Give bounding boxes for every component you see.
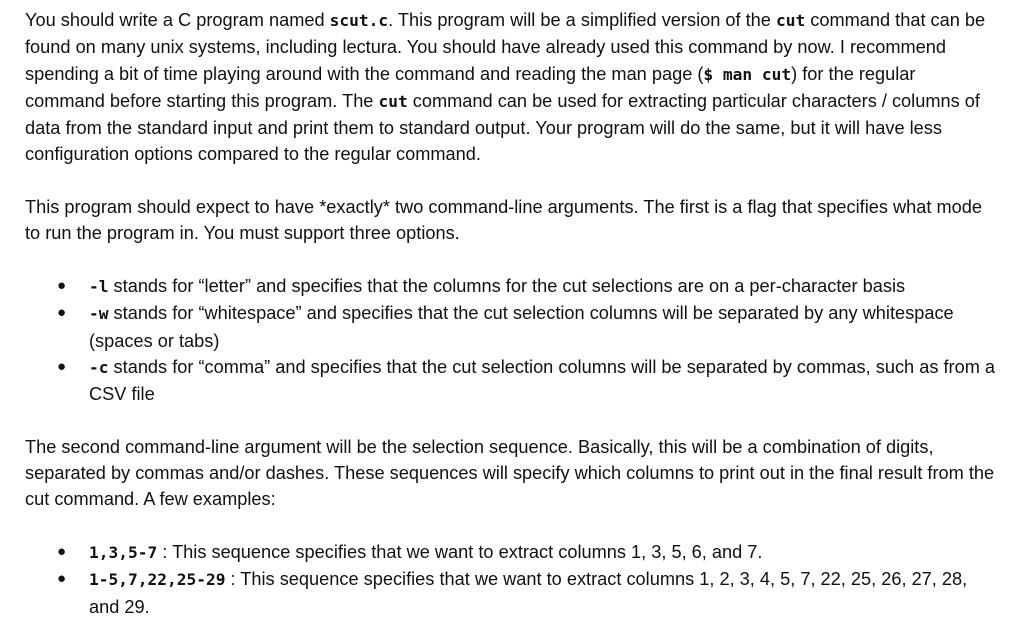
- cut-command-code: cut: [775, 11, 806, 30]
- bullet-icon: [57, 539, 77, 565]
- cut-command-code-2: cut: [378, 91, 408, 111]
- intro-text-5: command can be used for extracting particular characters / columns of data from the standard input and print them to standard output. Your program will do the same, but it will have less configuration options compared to the regular command.: [25, 90, 980, 165]
- assignment-document: [25, 7, 1000, 620]
- man-page-command-code: $ man cut: [703, 64, 792, 84]
- flag-code: -c: [89, 357, 109, 377]
- list-item: [25, 300, 1000, 354]
- sequence-code: 1-5,7,22,25-29: [89, 570, 226, 590]
- intro-text-2: . This program will be a simplified version of the: [388, 10, 776, 30]
- example-description: : This sequence specifies that we want to extract columns 1, 3, 5, 6, and 7.: [157, 541, 763, 562]
- flag-code: -w: [89, 304, 109, 324]
- selection-paragraph: The second command-line argument will be the selection sequence. Basically, this will be a combination of digits, separated by commas and/or dashes. These sequences will specify which columns to print out in the final result from the cut command. A few examples:: [25, 436, 995, 510]
- list-item: [25, 354, 1000, 408]
- arguments-paragraph: This program should expect to have *exactly* two command-line arguments. The first is a flag that specifies what mode to run the program in. You must support three options.: [25, 197, 982, 244]
- bullet-icon: [57, 566, 77, 592]
- paragraph-spacer: [25, 407, 1000, 433]
- option-description: stands for “whitespace” and specifies that the cut selection columns will be separated by any whitespace (spaces or tabs): [89, 303, 954, 351]
- intro-text-4: ) for the regular command before starting this program. The: [25, 63, 916, 111]
- bullet-icon: [57, 354, 77, 380]
- intro-paragraph: [25, 7, 1000, 168]
- paragraph-spacer: [25, 247, 1000, 273]
- bullet-icon: [57, 273, 77, 299]
- intro-text-1: You should write a C program named: [25, 10, 330, 30]
- paragraph-spacer: [25, 168, 1000, 194]
- flag-options-list: [25, 273, 1000, 407]
- flag-code: -l: [89, 276, 109, 296]
- bullet-icon: [57, 300, 77, 326]
- list-item: [25, 566, 1000, 620]
- option-description: stands for “letter” and specifies that the columns for the cut selections are on a per-character basis: [108, 275, 906, 296]
- option-description: stands for “comma” and specifies that the cut selection columns will be separated by commas, such as from a CSV file: [89, 356, 996, 405]
- program-filename-code: scut.c: [329, 11, 389, 30]
- intro-text-3: command that can be found on many unix systems, including lectura. You should have already used this command by now. I recommend spending a bit of time playing around with the command and reading the man page (: [25, 10, 986, 84]
- paragraph-spacer: [25, 513, 1000, 539]
- sequence-code: 1,3,5-7: [89, 542, 158, 562]
- examples-list: [25, 539, 1000, 620]
- example-description: : This sequence specifies that we want to extract columns 1, 2, 3, 4, 5, 7, 22, 25, 26, 27, 28, and 29.: [89, 569, 968, 617]
- list-item: [25, 539, 1000, 566]
- list-item: [25, 273, 1000, 300]
